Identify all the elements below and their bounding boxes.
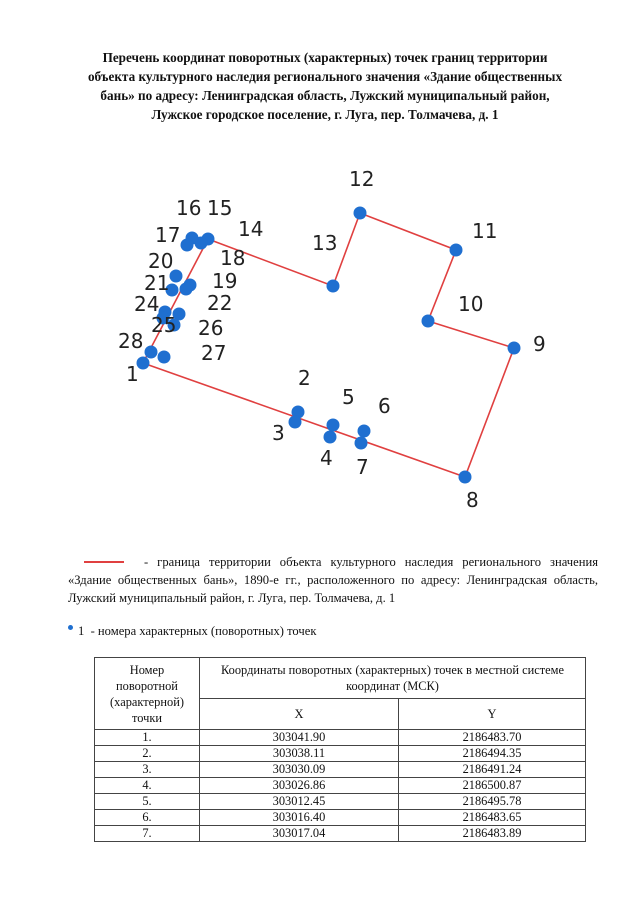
point-label-16: 16 — [176, 196, 202, 220]
title-line: объекта культурного наследия регионального значения «Здание общественных — [87, 69, 563, 84]
boundary-point-4 — [324, 431, 337, 444]
y-coordinate-cell: 2186483.89 — [399, 826, 586, 842]
point-label-28: 28 — [118, 329, 144, 353]
table-row — [95, 794, 586, 810]
point-number-header: Номер поворотной (характерной) точки — [95, 658, 200, 730]
point-label-17: 17 — [155, 223, 181, 247]
point-label-21: 21 — [144, 271, 170, 295]
point-label-1: 1 — [126, 362, 139, 386]
point-label-22: 22 — [207, 291, 233, 315]
boundary-point-3 — [289, 416, 302, 429]
boundary-point-5 — [327, 419, 340, 432]
legend-point-number: 1 — [78, 624, 85, 638]
coordinates-header: Координаты поворотных (характерных) точек в местной системе координат (МСК) — [200, 658, 586, 699]
point-label-8: 8 — [466, 488, 479, 512]
point-label-4: 4 — [320, 446, 333, 470]
x-header: X — [200, 699, 399, 730]
point-label-6: 6 — [378, 394, 391, 418]
point-label-19: 19 — [212, 269, 238, 293]
y-coordinate-cell: 2186494.35 — [399, 746, 586, 762]
boundary-point-8 — [459, 471, 472, 484]
point-label-5: 5 — [342, 385, 355, 409]
point-label-11: 11 — [472, 219, 498, 243]
point-label-7: 7 — [356, 455, 369, 479]
point-label-2: 2 — [298, 366, 311, 390]
boundary-line-swatch — [84, 561, 124, 563]
y-coordinate-cell: 2186495.78 — [399, 794, 586, 810]
document-title — [60, 48, 590, 124]
boundary-plan — [0, 160, 640, 530]
title-line: Лужское городское поселение, г. Луга, пер. Толмачева, д. 1 — [151, 107, 499, 122]
boundary-point-11 — [450, 244, 463, 257]
boundary-point-6 — [358, 425, 371, 438]
boundary-point-19 — [180, 283, 193, 296]
boundary-point-10 — [422, 315, 435, 328]
legend-boundary-text: - граница территории объекта культурного наследия регионального значения «Здание общественных бань», 1890-е гг., расположенного по адресу: Ленинградская область, Лужский муниципальный район, г. Луга, пер. Толмачева, д. 1 — [68, 555, 598, 605]
point-label-18: 18 — [220, 246, 246, 270]
x-coordinate-cell: 303030.09 — [200, 762, 399, 778]
point-label-25: 25 — [151, 313, 177, 337]
table-row — [95, 826, 586, 842]
point-label-15: 15 — [207, 196, 233, 220]
point-label-12: 12 — [349, 167, 375, 191]
table-row — [95, 762, 586, 778]
point-label-10: 10 — [458, 292, 484, 316]
point-number-cell: 2. — [95, 746, 200, 762]
boundary-point-28 — [145, 346, 158, 359]
point-label-9: 9 — [533, 332, 546, 356]
y-coordinate-cell: 2186500.87 — [399, 778, 586, 794]
y-coordinate-cell: 2186483.70 — [399, 730, 586, 746]
legend-boundary — [68, 553, 598, 607]
boundary-point-7 — [355, 437, 368, 450]
x-coordinate-cell: 303017.04 — [200, 826, 399, 842]
point-number-cell: 4. — [95, 778, 200, 794]
point-number-cell: 6. — [95, 810, 200, 826]
boundary-point-13 — [327, 280, 340, 293]
point-label-3: 3 — [272, 421, 285, 445]
table-row — [95, 746, 586, 762]
x-coordinate-cell: 303041.90 — [200, 730, 399, 746]
point-label-13: 13 — [312, 231, 338, 255]
x-coordinate-cell: 303012.45 — [200, 794, 399, 810]
y-coordinate-cell: 2186491.24 — [399, 762, 586, 778]
boundary-point-9 — [508, 342, 521, 355]
point-label-14: 14 — [238, 217, 264, 241]
point-number-cell: 3. — [95, 762, 200, 778]
point-marker-icon — [68, 625, 73, 630]
x-coordinate-cell: 303038.11 — [200, 746, 399, 762]
y-coordinate-cell: 2186483.65 — [399, 810, 586, 826]
table-row — [95, 778, 586, 794]
point-label-20: 20 — [148, 249, 174, 273]
boundary-point-27 — [158, 351, 171, 364]
point-number-cell: 1. — [95, 730, 200, 746]
legend-point-text: - номера характерных (поворотных) точек — [90, 624, 317, 638]
x-coordinate-cell: 303026.86 — [200, 778, 399, 794]
point-label-24: 24 — [134, 292, 160, 316]
y-header: Y — [399, 699, 586, 730]
x-coordinate-cell: 303016.40 — [200, 810, 399, 826]
legend-points — [68, 624, 316, 639]
boundary-point-12 — [354, 207, 367, 220]
point-label-26: 26 — [198, 316, 224, 340]
boundary-point-17 — [181, 239, 194, 252]
table-row — [95, 730, 586, 746]
point-label-27: 27 — [201, 341, 227, 365]
title-line: Перечень координат поворотных (характерных) точек границ территории — [102, 50, 548, 65]
coordinates-table — [94, 657, 586, 842]
table-row — [95, 810, 586, 826]
point-number-cell: 7. — [95, 826, 200, 842]
title-line: бань» по адресу: Ленинградская область, Лужский муниципальный район, — [100, 88, 550, 103]
point-number-cell: 5. — [95, 794, 200, 810]
